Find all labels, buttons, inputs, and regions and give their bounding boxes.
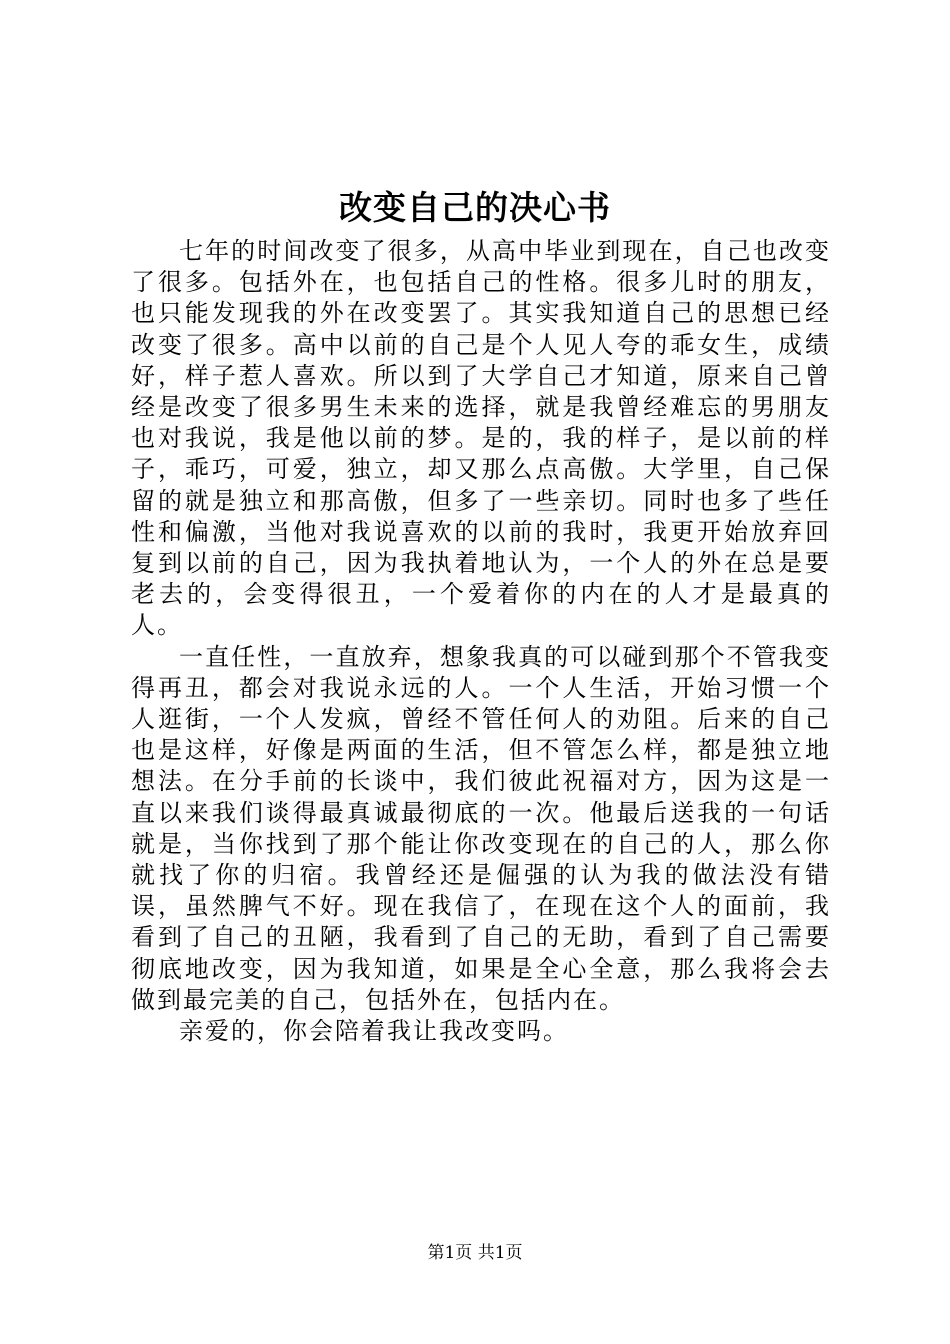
document-body bbox=[131, 236, 831, 1047]
paragraph-2: 一直任性，一直放弃，想象我真的可以碰到那个不管我变得再丑，都会对我说永远的人。一个人生活，开始习惯一个人逛街，一个人发疯，曾经不管任何人的劝阻。后来的自己也是这样，好像是两面的生活，但不管怎么样，都是独立地想法。在分手前的长谈中，我们彼此祝福对方，因为这是一直以来我们谈得最真诚最彻底的一次。他最后送我的一句话就是，当你找到了那个能让你改变现在的自己的人，那么你就找了你的归宿。我曾经还是倔强的认为我的做法没有错误，虽然脾气不好。现在我信了，在现在这个人的面前，我看到了自己的丑陋，我看到了自己的无助，看到了自己需要彻底地改变，因为我知道，如果是全心全意，那么我将会去做到最完美的自己，包括外在，包括内在。 bbox=[131, 642, 831, 1014]
paragraph-1: 七年的时间改变了很多，从高中毕业到现在，自己也改变了很多。包括外在，也包括自己的性格。很多儿时的朋友，也只能发现我的外在改变罢了。其实我知道自己的思想已经改变了很多。高中以前的自己是个人见人夸的乖女生，成绩好，样子惹人喜欢。所以到了大学自己才知道，原来自己曾经是改变了很多男生未来的选择，就是我曾经难忘的男朋友也对我说，我是他以前的梦。是的，我的样子，是以前的样子，乖巧，可爱，独立，却又那么点高傲。大学里，自己保留的就是独立和那高傲，但多了一些亲切。同时也多了些任性和偏激，当他对我说喜欢的以前的我时，我更开始放弃回复到以前的自己，因为我执着地认为，一个人的外在总是要老去的，会变得很丑，一个爱着你的内在的人才是最真的人。 bbox=[131, 237, 831, 640]
page-title: 改变自己的决心书 bbox=[339, 188, 611, 227]
paragraph-3: 亲爱的，你会陪着我让我改变吗。 bbox=[179, 1017, 569, 1046]
page-footer: 第1页 共1页 bbox=[427, 1243, 523, 1263]
